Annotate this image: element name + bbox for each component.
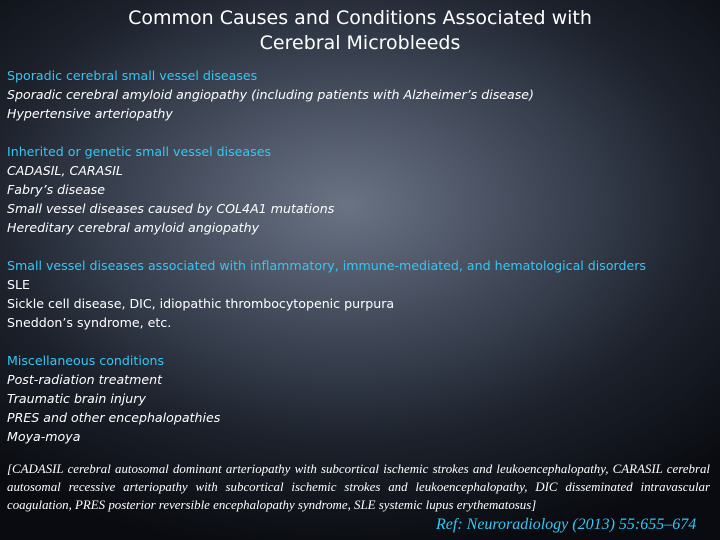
- slide-title-line-1: Common Causes and Conditions Associated with: [128, 7, 592, 29]
- list-item: SLE: [7, 277, 30, 292]
- list-item: Small vessel diseases caused by COL4A1 mutations: [7, 201, 335, 216]
- list-item: CADASIL, CARASIL: [7, 163, 123, 178]
- list-item: Fabry’s disease: [7, 182, 105, 197]
- section-heading: Sporadic cerebral small vessel diseases: [7, 68, 258, 83]
- conditions-list: [7, 66, 712, 446]
- list-item: Traumatic brain injury: [7, 391, 146, 406]
- slide-title: [0, 6, 720, 56]
- list-item: Sporadic cerebral amyloid angiopathy (including patients with Alzheimer’s disease): [7, 87, 534, 102]
- list-item: Hypertensive arteriopathy: [7, 106, 173, 121]
- list-item: Post-radiation treatment: [7, 372, 163, 387]
- list-item: Moya-moya: [7, 429, 81, 444]
- list-item: Sickle cell disease, DIC, idiopathic thrombocytopenic purpura: [7, 296, 395, 311]
- section-heading: Inherited or genetic small vessel diseases: [7, 144, 272, 159]
- list-item: Hereditary cerebral amyloid angiopathy: [7, 220, 260, 235]
- section-inflammatory: [7, 256, 712, 332]
- list-item: Sneddon’s syndrome, etc.: [7, 315, 172, 330]
- section-inherited: [7, 142, 712, 237]
- section-heading: Miscellaneous conditions: [7, 353, 165, 368]
- abbreviations-footnote: [CADASIL cerebral autosomal dominant arteriopathy with subcortical ischemic strokes and leukoencephalopathy, CARASIL cerebral autosomal recessive arteriopathy with subcortical ischemic strokes and leukoencephalopathy, DIC disseminated intravascular coagulation, PRES posterior reversible encephalopathy syndrome, SLE systemic lupus erythematosus]: [7, 462, 710, 512]
- section-miscellaneous: [7, 351, 712, 446]
- section-sporadic: [7, 66, 712, 123]
- section-heading: Small vessel diseases associated with inflammatory, immune-mediated, and hematological disorders: [7, 258, 646, 273]
- slide-title-line-2: Cerebral Microbleeds: [259, 32, 461, 54]
- list-item: PRES and other encephalopathies: [7, 410, 221, 425]
- reference-citation: Ref: Neuroradiology (2013) 55:655–674: [436, 516, 697, 533]
